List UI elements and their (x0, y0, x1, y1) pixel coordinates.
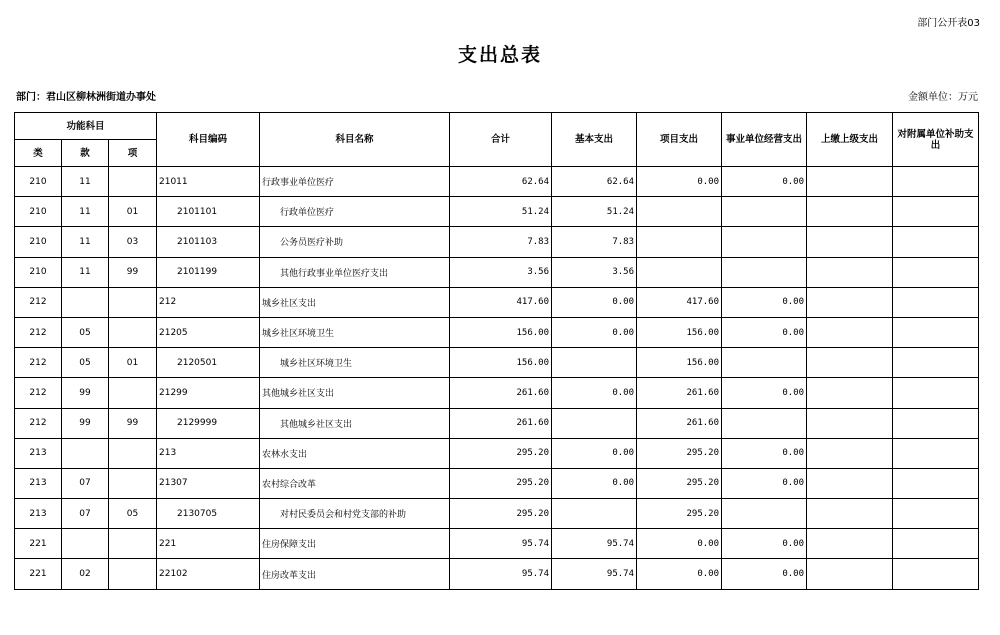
header-subsidiary-subsidy: 对附属单位补助支出 (893, 113, 979, 167)
cell-name: 农村综合改革 (260, 468, 450, 498)
table-row (15, 499, 979, 529)
table-row (15, 348, 979, 378)
cell-business: 0.00 (722, 317, 807, 347)
cell-lei: 213 (15, 438, 62, 468)
table-row (15, 287, 979, 317)
cell-business: 0.00 (722, 378, 807, 408)
cell-upper (807, 167, 893, 197)
cell-kuan: 05 (62, 348, 109, 378)
header-subject-name: 科目名称 (260, 113, 450, 167)
cell-upper (807, 499, 893, 529)
cell-total: 62.64 (450, 167, 552, 197)
cell-name: 其他城乡社区支出 (260, 378, 450, 408)
cell-kuan: 11 (62, 197, 109, 227)
cell-code: 2101101 (157, 197, 260, 227)
cell-code: 21299 (157, 378, 260, 408)
cell-total: 95.74 (450, 559, 552, 589)
cell-upper (807, 559, 893, 589)
cell-name: 城乡社区环境卫生 (260, 348, 450, 378)
cell-business: 0.00 (722, 287, 807, 317)
cell-upper (807, 227, 893, 257)
cell-subsidy (893, 348, 979, 378)
cell-kuan: 07 (62, 499, 109, 529)
cell-kuan: 99 (62, 378, 109, 408)
cell-business (722, 257, 807, 287)
cell-basic: 95.74 (552, 529, 637, 559)
cell-basic: 95.74 (552, 559, 637, 589)
cell-lei: 210 (15, 197, 62, 227)
cell-kuan: 99 (62, 408, 109, 438)
cell-basic: 51.24 (552, 197, 637, 227)
cell-name: 住房改革支出 (260, 559, 450, 589)
cell-business (722, 348, 807, 378)
cell-upper (807, 529, 893, 559)
cell-basic (552, 348, 637, 378)
cell-code: 2101103 (157, 227, 260, 257)
cell-upper (807, 468, 893, 498)
cell-project: 295.20 (637, 438, 722, 468)
page-title: 支出总表 (457, 44, 542, 66)
cell-total: 3.56 (450, 257, 552, 287)
header-basic-expenditure: 基本支出 (552, 113, 637, 167)
cell-basic: 0.00 (552, 287, 637, 317)
cell-total: 95.74 (450, 529, 552, 559)
cell-subsidy (893, 287, 979, 317)
cell-kuan (62, 529, 109, 559)
cell-code: 21205 (157, 317, 260, 347)
cell-lei: 212 (15, 378, 62, 408)
cell-code: 2101199 (157, 257, 260, 287)
table-row (15, 468, 979, 498)
cell-name: 行政单位医疗 (260, 197, 450, 227)
department-label: 部门：君山区柳林洲街道办事处 (16, 92, 156, 103)
cell-code: 221 (157, 529, 260, 559)
cell-upper (807, 317, 893, 347)
cell-subsidy (893, 499, 979, 529)
table-row (15, 317, 979, 347)
cell-project (637, 197, 722, 227)
cell-name: 农林水支出 (260, 438, 450, 468)
cell-kuan: 11 (62, 227, 109, 257)
cell-basic: 7.83 (552, 227, 637, 257)
cell-project: 0.00 (637, 559, 722, 589)
cell-lei: 213 (15, 468, 62, 498)
table-row (15, 529, 979, 559)
cell-subsidy (893, 529, 979, 559)
cell-upper (807, 438, 893, 468)
header-xiang: 项 (109, 140, 157, 167)
cell-lei: 210 (15, 227, 62, 257)
cell-kuan: 02 (62, 559, 109, 589)
cell-total: 7.83 (450, 227, 552, 257)
cell-basic: 62.64 (552, 167, 637, 197)
cell-basic (552, 408, 637, 438)
header-subject-code: 科目编码 (157, 113, 260, 167)
cell-xiang (109, 287, 157, 317)
cell-xiang: 05 (109, 499, 157, 529)
cell-basic: 0.00 (552, 317, 637, 347)
cell-subsidy (893, 378, 979, 408)
header-total: 合计 (450, 113, 552, 167)
table-row (15, 257, 979, 287)
cell-lei: 212 (15, 408, 62, 438)
cell-code: 213 (157, 438, 260, 468)
cell-code: 21011 (157, 167, 260, 197)
cell-business: 0.00 (722, 529, 807, 559)
cell-name: 住房保障支出 (260, 529, 450, 559)
cell-xiang: 99 (109, 257, 157, 287)
cell-business: 0.00 (722, 559, 807, 589)
cell-total: 156.00 (450, 317, 552, 347)
cell-business: 0.00 (722, 468, 807, 498)
table-row (15, 408, 979, 438)
cell-xiang (109, 438, 157, 468)
cell-basic: 0.00 (552, 378, 637, 408)
cell-xiang: 01 (109, 197, 157, 227)
cell-name: 行政事业单位医疗 (260, 167, 450, 197)
cell-project: 261.60 (637, 378, 722, 408)
cell-code: 2120501 (157, 348, 260, 378)
cell-xiang (109, 317, 157, 347)
cell-lei: 212 (15, 287, 62, 317)
cell-basic: 0.00 (552, 438, 637, 468)
cell-subsidy (893, 257, 979, 287)
cell-kuan (62, 438, 109, 468)
cell-basic (552, 499, 637, 529)
cell-business: 0.00 (722, 438, 807, 468)
cell-name: 公务员医疗补助 (260, 227, 450, 257)
cell-xiang (109, 378, 157, 408)
cell-project: 261.60 (637, 408, 722, 438)
cell-total: 51.24 (450, 197, 552, 227)
cell-total: 417.60 (450, 287, 552, 317)
cell-name: 对村民委员会和村党支部的补助 (260, 499, 450, 529)
cell-name: 其他城乡社区支出 (260, 408, 450, 438)
cell-upper (807, 378, 893, 408)
cell-project: 156.00 (637, 348, 722, 378)
cell-upper (807, 197, 893, 227)
cell-lei: 212 (15, 348, 62, 378)
cell-total: 261.60 (450, 378, 552, 408)
cell-business (722, 499, 807, 529)
cell-project: 156.00 (637, 317, 722, 347)
cell-code: 2130705 (157, 499, 260, 529)
cell-business: 0.00 (722, 167, 807, 197)
table-body (15, 167, 979, 590)
table-row (15, 378, 979, 408)
header-upper-payment: 上缴上级支出 (807, 113, 893, 167)
cell-xiang: 01 (109, 348, 157, 378)
cell-lei: 210 (15, 167, 62, 197)
cell-project (637, 227, 722, 257)
cell-total: 261.60 (450, 408, 552, 438)
cell-lei: 213 (15, 499, 62, 529)
cell-basic: 0.00 (552, 468, 637, 498)
cell-kuan: 05 (62, 317, 109, 347)
header-business-expenditure: 事业单位经营支出 (722, 113, 807, 167)
header-function-subject: 功能科目 (15, 113, 157, 140)
cell-code: 2129999 (157, 408, 260, 438)
cell-code: 22102 (157, 559, 260, 589)
cell-subsidy (893, 559, 979, 589)
header-lei: 类 (15, 140, 62, 167)
cell-code: 21307 (157, 468, 260, 498)
table-row (15, 438, 979, 468)
cell-subsidy (893, 438, 979, 468)
cell-upper (807, 257, 893, 287)
cell-xiang (109, 468, 157, 498)
cell-project: 295.20 (637, 499, 722, 529)
cell-kuan (62, 287, 109, 317)
cell-kuan: 11 (62, 167, 109, 197)
table-row (15, 227, 979, 257)
table-row (15, 197, 979, 227)
cell-upper (807, 408, 893, 438)
cell-subsidy (893, 317, 979, 347)
cell-project: 295.20 (637, 468, 722, 498)
cell-lei: 221 (15, 559, 62, 589)
header-project-expenditure: 项目支出 (637, 113, 722, 167)
cell-business (722, 227, 807, 257)
cell-total: 295.20 (450, 438, 552, 468)
cell-lei: 212 (15, 317, 62, 347)
amount-unit-label: 金额单位：万元 (908, 92, 978, 103)
cell-project (637, 257, 722, 287)
cell-subsidy (893, 197, 979, 227)
cell-lei: 221 (15, 529, 62, 559)
cell-xiang: 03 (109, 227, 157, 257)
cell-business (722, 197, 807, 227)
cell-total: 295.20 (450, 499, 552, 529)
cell-name: 其他行政事业单位医疗支出 (260, 257, 450, 287)
form-number: 部门公开表03 (917, 18, 980, 29)
cell-upper (807, 348, 893, 378)
cell-name: 城乡社区环境卫生 (260, 317, 450, 347)
cell-subsidy (893, 167, 979, 197)
cell-subsidy (893, 408, 979, 438)
cell-lei: 210 (15, 257, 62, 287)
cell-xiang (109, 559, 157, 589)
cell-xiang (109, 529, 157, 559)
cell-xiang: 99 (109, 408, 157, 438)
cell-name: 城乡社区支出 (260, 287, 450, 317)
cell-xiang (109, 167, 157, 197)
cell-basic: 3.56 (552, 257, 637, 287)
cell-kuan: 11 (62, 257, 109, 287)
cell-subsidy (893, 468, 979, 498)
table-row (15, 559, 979, 589)
cell-total: 156.00 (450, 348, 552, 378)
cell-code: 212 (157, 287, 260, 317)
cell-project: 0.00 (637, 167, 722, 197)
cell-total: 295.20 (450, 468, 552, 498)
cell-business (722, 408, 807, 438)
cell-project: 417.60 (637, 287, 722, 317)
cell-project: 0.00 (637, 529, 722, 559)
table-row (15, 167, 979, 197)
cell-subsidy (893, 227, 979, 257)
cell-upper (807, 287, 893, 317)
header-kuan: 款 (62, 140, 109, 167)
expenditure-table (14, 112, 979, 590)
cell-kuan: 07 (62, 468, 109, 498)
